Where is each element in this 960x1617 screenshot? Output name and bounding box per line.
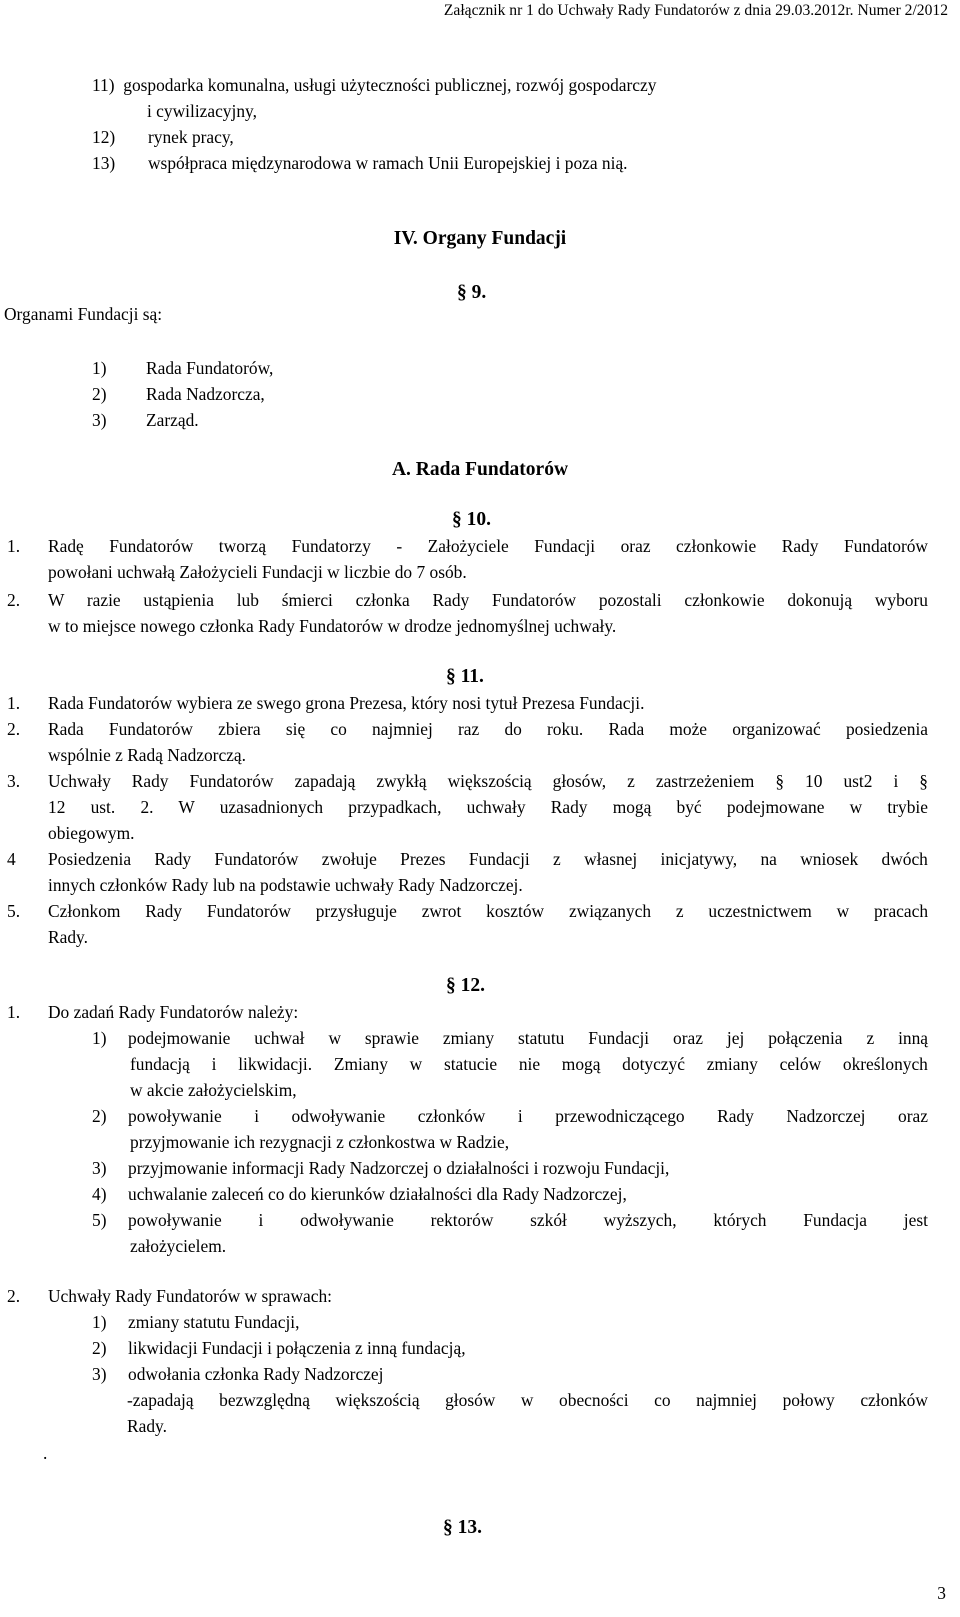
subsection-title: A. Rada Fundatorów <box>391 459 569 480</box>
point-text: Rada Fundatorów zbiera się co najmniej raz do roku. Rada może organizować posiedzenia <box>48 719 929 739</box>
list-item: Rada Nadzorcza, <box>146 384 265 404</box>
list-number: 3) <box>92 410 107 430</box>
page-number: 3 <box>937 1583 946 1603</box>
point-number: 2. <box>7 1286 21 1306</box>
list-item: likwidacji Fundacji i połączenia z inną fundacją, <box>128 1338 466 1358</box>
page-header: Załącznik nr 1 do Uchwały Rady Fundatorów z dnia 29.03.2012r. Numer 2/2012 <box>443 2 948 19</box>
list-number: 4) <box>92 1184 107 1204</box>
point-number: 1. <box>7 1002 21 1022</box>
list-number: 11) <box>92 75 115 95</box>
list-item-cont: przyjmowanie ich rezygnacji z członkostwa w Radzie, <box>130 1132 510 1152</box>
paragraph-number: § 12. <box>446 975 485 996</box>
point-number: 1. <box>7 693 21 713</box>
list-item-cont: założycielem. <box>130 1236 227 1256</box>
list-item: uchwalanie zaleceń co do kierunków działalności dla Rady Nadzorczej, <box>128 1184 627 1204</box>
list-item: powoływanie i odwoływanie rektorów szkół wyższych, których Fundacja jest <box>128 1210 928 1230</box>
point-number: 2. <box>7 719 21 739</box>
point-text: wspólnie z Radą Nadzorczą. <box>48 745 246 765</box>
point-text: Rady. <box>48 927 88 947</box>
paragraph-number: § 9. <box>457 282 487 303</box>
list-number: 1) <box>92 1028 107 1048</box>
point-number: 2. <box>7 590 21 610</box>
list-item: podejmowanie uchwał w sprawie zmiany statutu Fundacji oraz jej połączenia z inną <box>128 1028 929 1048</box>
list-tail: Rady. <box>127 1416 167 1436</box>
list-tail: -zapadają bezwzględną większością głosów w obecności co najmniej połowy członków <box>127 1390 928 1410</box>
list-number: 2) <box>92 1338 107 1358</box>
list-item: Zarząd. <box>146 410 199 430</box>
list-number: 13) <box>92 153 116 173</box>
list-number: 3) <box>92 1364 107 1384</box>
list-text: gospodarka komunalna, usługi użyteczności publicznej, rozwój gospodarczy <box>123 75 657 95</box>
list-item: Rada Fundatorów, <box>146 358 274 378</box>
point-text: powołani uchwałą Założycieli Fundacji w liczbie do 7 osób. <box>48 562 467 582</box>
list-item-11 <box>92 72 656 98</box>
list-item: powoływanie i odwoływanie członków i przewodniczącego Rady Nadzorczej oraz <box>128 1106 928 1126</box>
list-item: przyjmowanie informacji Rady Nadzorczej o działalności i rozwoju Fundacji, <box>128 1158 670 1178</box>
list-item: odwołania członka Rady Nadzorczej <box>128 1364 384 1384</box>
list-number: 12) <box>92 127 116 147</box>
point-text: Do zadań Rady Fundatorów należy: <box>48 1002 299 1022</box>
list-number: 5) <box>92 1210 107 1230</box>
list-number: 1) <box>92 358 107 378</box>
point-text: Uchwały Rady Fundatorów zapadają zwykłą większością głosów, z zastrzeżeniem § 10 ust2 i § <box>48 771 928 791</box>
point-text: Uchwały Rady Fundatorów w sprawach: <box>48 1286 332 1306</box>
point-text: w to miejsce nowego członka Rady Fundatorów w drodze jednomyślnej uchwały. <box>48 616 617 636</box>
point-text: W razie ustąpienia lub śmierci członka Rady Fundatorów pozostali członkowie dokonują wyboru <box>48 590 928 610</box>
point-text: 12 ust. 2. W uzasadnionych przypadkach, uchwały Rady mogą być podejmowane w trybie <box>48 797 928 817</box>
stray-dot: . <box>43 1443 48 1463</box>
point-text: obiegowym. <box>48 823 135 843</box>
point-text: Rada Fundatorów wybiera ze swego grona Prezesa, który nosi tytuł Prezesa Fundacji. <box>48 693 645 713</box>
list-number: 3) <box>92 1158 107 1178</box>
point-number: 5. <box>7 901 21 921</box>
paragraph-number: § 11. <box>446 666 484 687</box>
point-number: 1. <box>7 536 21 556</box>
list-number: 1) <box>92 1312 107 1332</box>
list-item-12: rynek pracy, <box>148 127 234 147</box>
list-number: 2) <box>92 1106 107 1126</box>
list-item: zmiany statutu Fundacji, <box>128 1312 300 1332</box>
list-item-cont: w akcie założycielskim, <box>130 1080 297 1100</box>
point-number: 3. <box>7 771 21 791</box>
point-text: Radę Fundatorów tworzą Fundatorzy - Założyciele Fundacji oraz członkowie Rady Fundatorów <box>48 536 928 556</box>
section-title: IV. Organy Fundacji <box>393 228 567 249</box>
point-number: 4 <box>7 849 16 869</box>
list-item-11-cont: i cywilizacyjny, <box>147 101 257 121</box>
point-text: Posiedzenia Rady Fundatorów zwołuje Prezes Fundacji z własnej inicjatywy, na wniosek dwóch <box>48 849 928 869</box>
paragraph-number: § 13. <box>443 1517 482 1538</box>
list-item-13: współpraca międzynarodowa w ramach Unii Europejskiej i poza nią. <box>148 153 628 173</box>
point-text: Członkom Rady Fundatorów przysługuje zwrot kosztów związanych z uczestnictwem w pracach <box>48 901 929 921</box>
paragraph-number: § 10. <box>452 509 491 530</box>
intro-text: Organami Fundacji są: <box>4 304 163 324</box>
point-text: innych członków Rady lub na podstawie uchwały Rady Nadzorczej. <box>48 875 523 895</box>
list-number: 2) <box>92 384 107 404</box>
list-item-cont: fundacją i likwidacji. Zmiany w statucie nie mogą dotyczyć zmiany celów określonych <box>130 1054 928 1074</box>
